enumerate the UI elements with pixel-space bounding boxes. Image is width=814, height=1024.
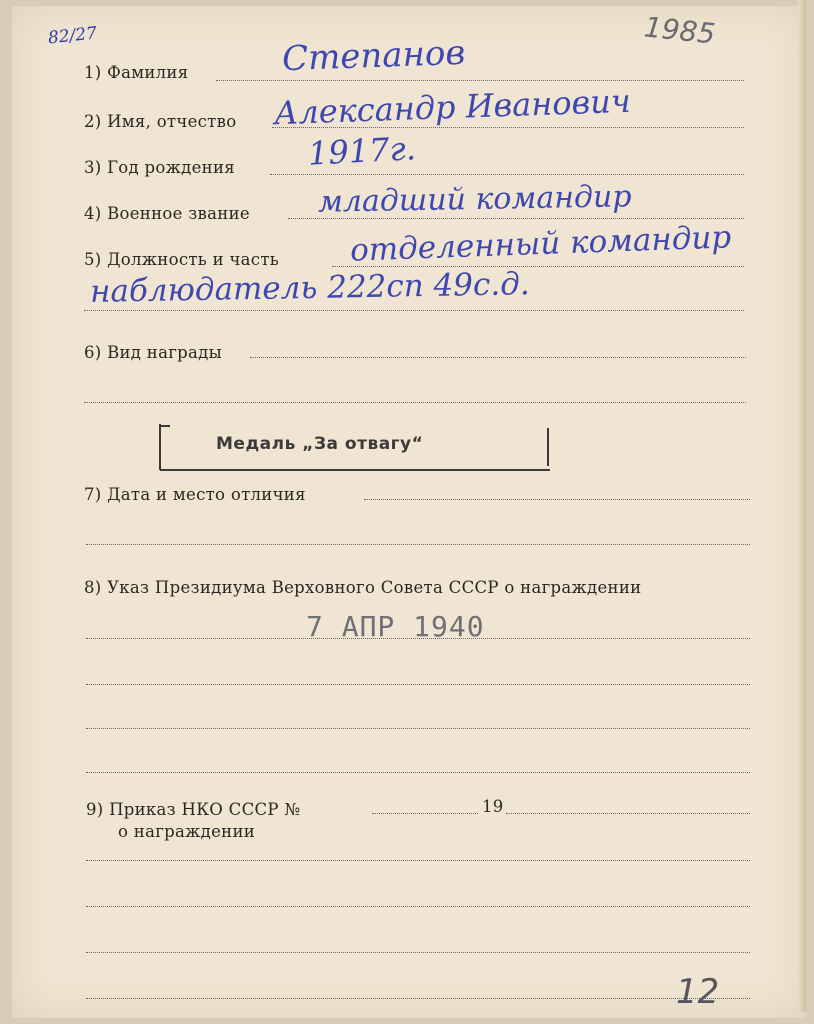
paper-edge (798, 0, 806, 1012)
dotted-line (216, 80, 744, 81)
page-number: 12 (676, 972, 720, 1012)
dotted-line (372, 813, 478, 814)
birth-year-value: 1917г. (307, 129, 417, 173)
dotted-line (250, 357, 746, 358)
field-label-order-line2: о награждении (118, 822, 256, 841)
rank-value: младший командир (317, 179, 632, 220)
field-label-order-year: 19 (482, 797, 504, 816)
dotted-line (86, 684, 750, 685)
field-label-name: 2) Имя, отчество (84, 112, 237, 131)
field-label-order: 9) Приказ НКО СССР № (86, 800, 301, 819)
field-label-position: 5) Должность и часть (84, 250, 280, 269)
position-value: отделенный командир (349, 219, 732, 269)
dotted-line (86, 952, 750, 953)
dotted-line (270, 174, 744, 175)
surname-value: Степанов (281, 32, 466, 80)
field-label-award-type: 6) Вид награды (84, 343, 223, 362)
award-stamp: Медаль „За отвагу“ (216, 434, 424, 454)
dotted-line (364, 499, 750, 500)
dotted-line (86, 860, 750, 861)
name-value: Александр Иванович (273, 81, 632, 133)
corner-note: 82/27 (47, 23, 98, 49)
field-label-surname: 1) Фамилия (84, 63, 189, 82)
decree-date-stamp: 7 АПР 1940 (306, 610, 485, 643)
dotted-line (86, 772, 750, 773)
year-note: 1985 (642, 10, 717, 51)
dotted-line (86, 906, 750, 907)
field-label-rank: 4) Военное звание (84, 204, 250, 223)
dotted-line (86, 544, 750, 545)
dotted-line (84, 310, 744, 311)
dotted-line (84, 402, 746, 403)
position-value-line2: наблюдатель 222сп 49с.д. (89, 266, 530, 310)
field-label-decree: 8) Указ Президиума Верховного Совета СССР о награждении (84, 578, 642, 597)
field-label-date-place: 7) Дата и место отличия (84, 485, 306, 504)
dotted-line (86, 998, 750, 999)
dotted-line (506, 813, 750, 814)
field-label-birth-year: 3) Год рождения (84, 158, 235, 177)
dotted-line (86, 728, 750, 729)
